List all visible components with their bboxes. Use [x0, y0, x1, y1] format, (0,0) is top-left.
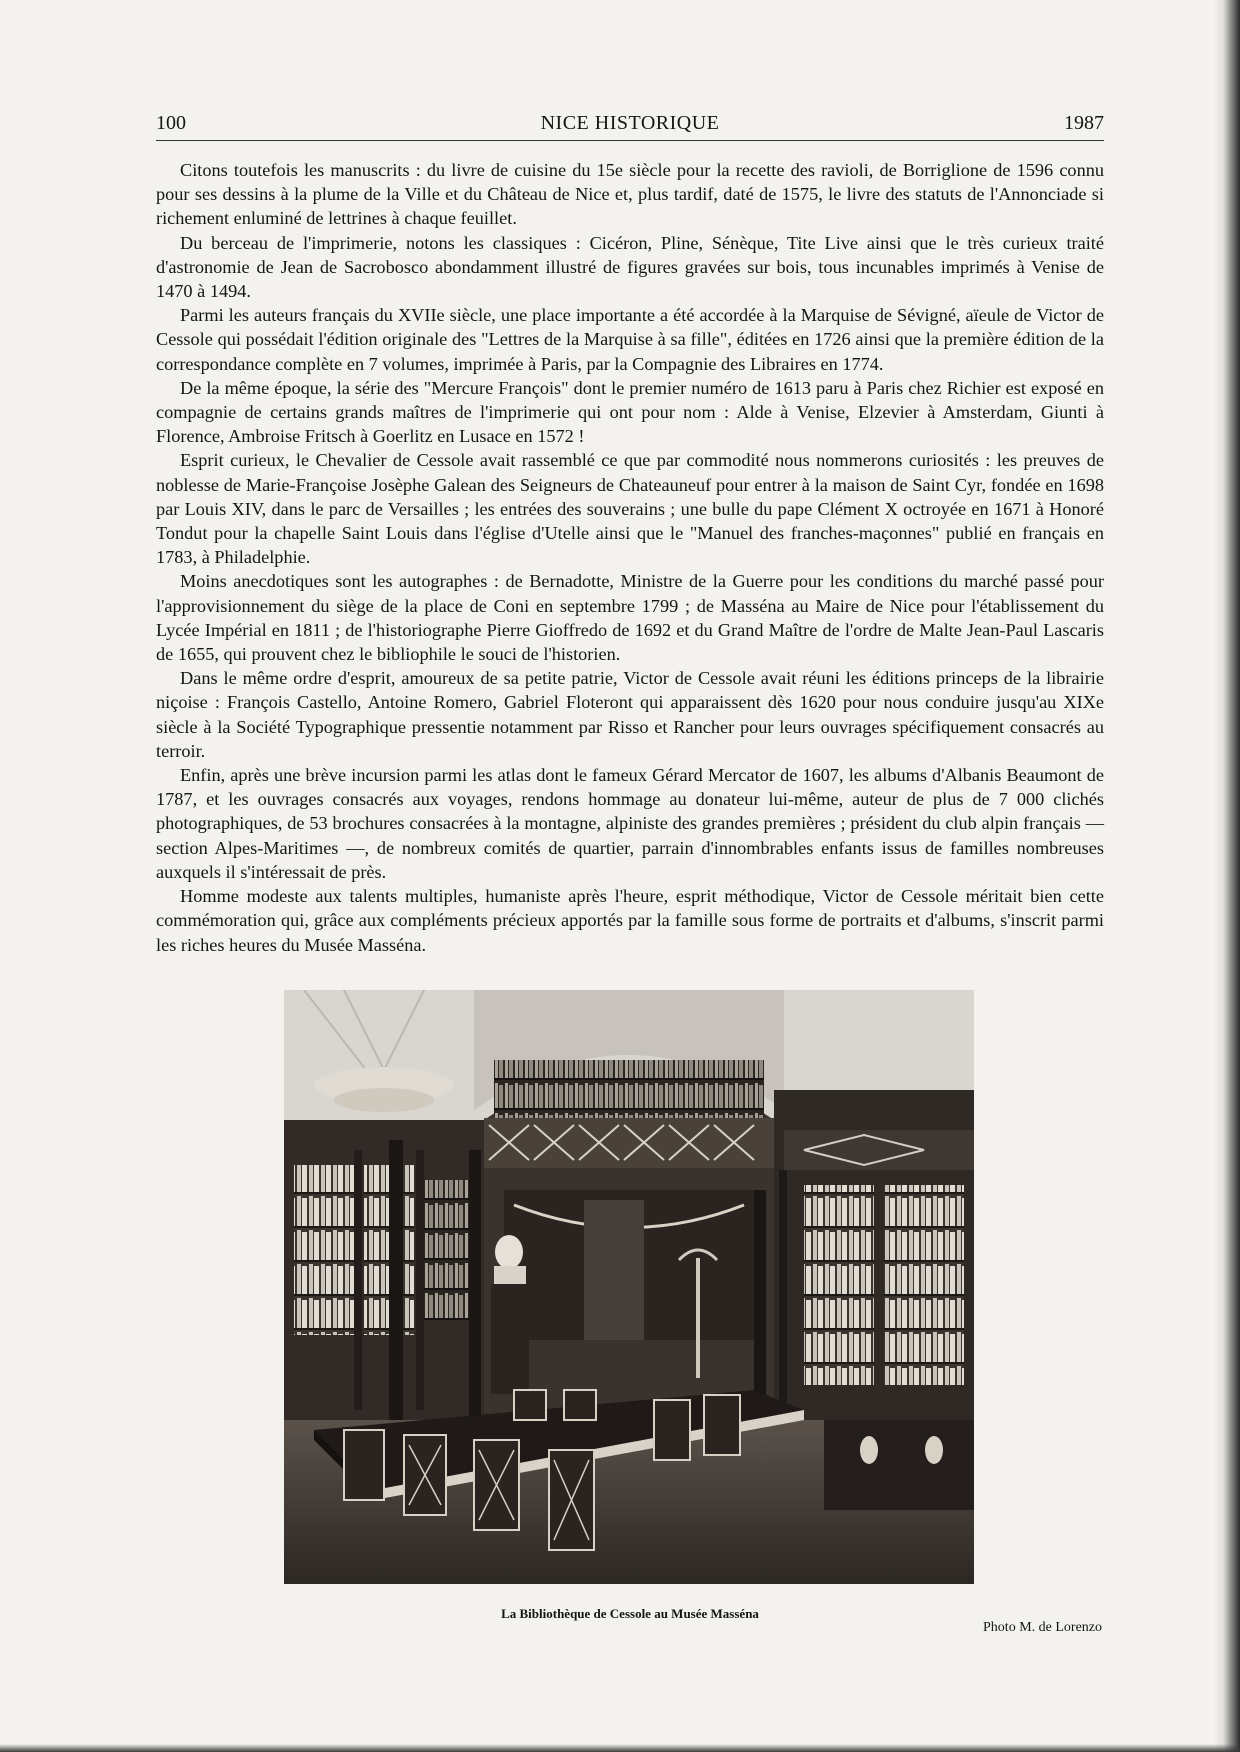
article-body: [156, 158, 1104, 957]
scan-edge-shadow: [1214, 0, 1240, 1752]
running-header: [156, 110, 1104, 141]
paragraph: Moins anecdotiques sont les autographes : de Bernadotte, Ministre de la Guerre pour les conditions du marché passé pour l'approvisionnement du siège de la place de Coni en septembre 1799 ; de Masséna au Maire de Nice pour l'établissement du Lycée Impérial en 1811 ; de l'historiographe Pierre Gioffredo de 1692 et du Grand Maître de l'ordre de Malte Jean-Paul Lascaris de 1655, qui prouvent chez le bibliophile le souci de l'historien.: [156, 571, 1104, 665]
paragraph: Citons toutefois les manuscrits : du livre de cuisine du 15e siècle pour la recette des ravioli, de Borriglione de 1596 connu pour ses dessins à la plume de la Ville et du Château de Nice et, plus tardif, daté de 1575, le livre des statuts de l'Annonciade si richement enluminé de lettrines à chaque feuillet.: [156, 160, 1104, 229]
paragraph: Du berceau de l'imprimerie, notons les classiques : Cicéron, Pline, Sénèque, Tite Live ainsi que le très curieux traité d'astronomie de Jean de Sacrobosco abondamment illustré de figures gravées sur bois, tous incunables imprimés à Venise de 1470 à 1494.: [156, 232, 1104, 302]
paragraph: Enfin, après une brève incursion parmi les atlas dont le fameux Gérard Mercator de 1607, les albums d'Albanis Beaumont de 1787, et les ouvrages consacrés aux voyages, rendons hommage au donateur lui-même, auteur de plus de 7 000 clichés photographiques, de 53 brochures consacrées à la montagne, alpiniste des grandes premières ; président du club alpin français — section Alpes-Maritimes —, de nombreux comités de quartier, parrain d'innombrables enfants issus de familles nombreuses auxquels il s'intéressait de près.: [156, 765, 1104, 882]
photo-credit: Photo M. de Lorenzo: [983, 1620, 1102, 1635]
paragraph: Esprit curieux, le Chevalier de Cessole avait rassemblé ce que par commodité nous nommerons curiosités : les preuves de noblesse de Marie-Françoise Josèphe Galean des Seigneurs de Chateauneuf pour entrer à la maison de Saint Cyr, fondée en 1698 par Louis XIV, dans le parc de Versailles ; les entrées des souverains ; une bulle du pape Clément X octroyée en 1671 à Honoré Tondut pour la chapelle Saint Louis dans l'église d'Utelle ainsi que le "Manuel des franches-maçonnes" publié en français en 1783, à Philadelphie.: [156, 450, 1104, 568]
journal-title: NICE HISTORIQUE: [540, 112, 720, 134]
paragraph: Homme modeste aux talents multiples, humaniste après l'heure, esprit méthodique, Victor de Cessole méritait bien cette commémoration qui, grâce aux compléments précieux apportés par la famille sous forme de portraits et d'albums, s'inscrit parmi les riches heures du Musée Masséna.: [156, 886, 1104, 955]
page-number: 100: [156, 112, 186, 134]
paragraph: Dans le même ordre d'esprit, amoureux de sa petite patrie, Victor de Cessole avait réuni les éditions princeps de la librairie niçoise : François Castello, Antoine Romero, Gabriel Floteront qui apparaissent dès 1620 pour nous conduire jusqu'au XIXe siècle à la Société Typographique pressentie notamment par Risso et Rancher pour leurs ouvrages spécifiquement consacrés au terroir.: [156, 668, 1104, 761]
scan-bottom-edge: [0, 1744, 1240, 1752]
paragraph: De la même époque, la série des "Mercure François" dont le premier numéro de 1613 paru à Paris chez Richier est exposé en compagnie de certains grands maîtres de l'imprimerie qui ont pour nom : Alde à Venise, Elzevier à Amsterdam, Giunti à Florence, Ambroise Fritsch à Goerlitz en Lusace en 1572 !: [156, 377, 1104, 447]
figure-caption: La Bibliothèque de Cessole au Musée Masséna: [501, 1606, 759, 1621]
paragraph: Parmi les auteurs français du XVIIe siècle, une place importante a été accordée à la Marquise de Sévigné, aïeule de Victor de Cessole qui possédait l'édition originale des "Lettres de la Marquise à sa fille", éditées en 1726 ainsi que la première édition de la correspondance complète en 7 volumes, imprimée à Paris, par la Compagnie des Libraires en 1774.: [156, 305, 1104, 374]
header-year: 1987: [1064, 112, 1104, 134]
library-photograph: [284, 990, 974, 1584]
